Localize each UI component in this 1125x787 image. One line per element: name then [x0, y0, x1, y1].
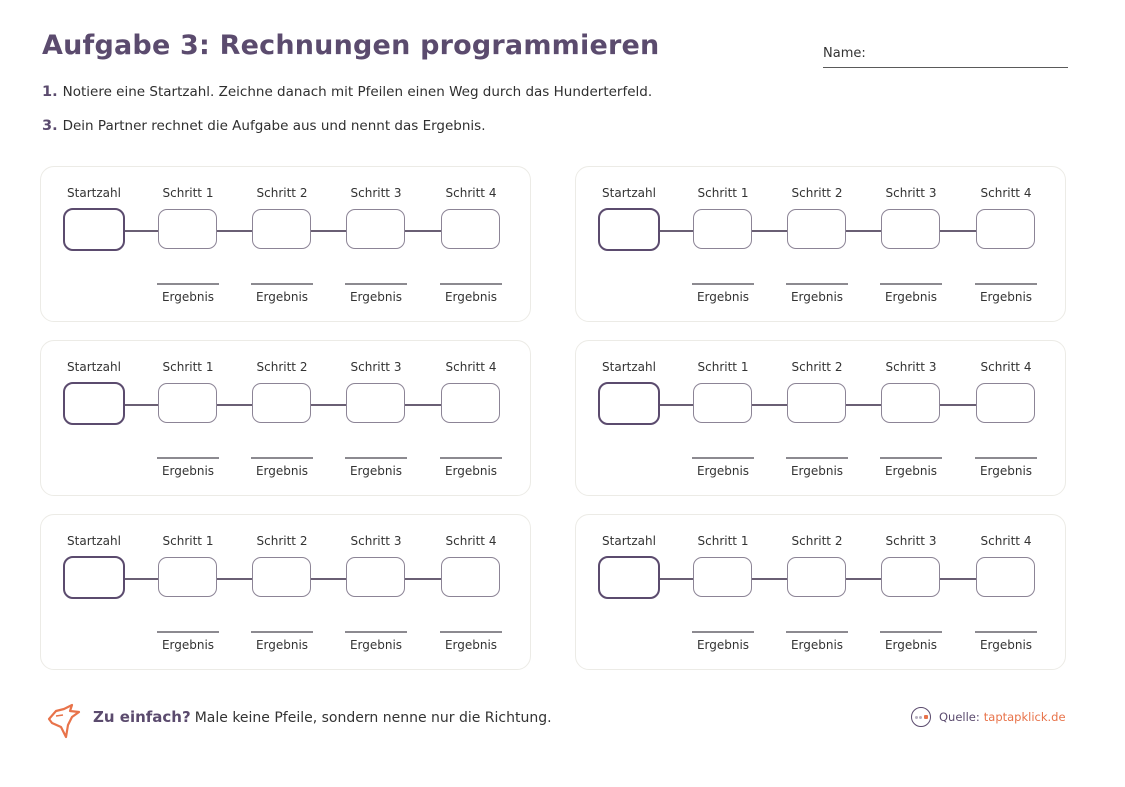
step-box[interactable]	[881, 209, 940, 249]
result-line[interactable]	[880, 283, 942, 285]
step-box[interactable]	[881, 557, 940, 597]
connector-line	[125, 404, 158, 406]
step-box[interactable]	[787, 209, 846, 249]
step-box[interactable]	[346, 383, 405, 423]
step-box[interactable]	[252, 209, 311, 249]
step-label: Schritt 3	[885, 186, 937, 200]
start-label: Startzahl	[602, 534, 656, 548]
start-number-box[interactable]	[63, 382, 125, 425]
start-label: Startzahl	[67, 360, 121, 374]
result-label: Ergebnis	[255, 290, 309, 304]
result-label: Ergebnis	[884, 638, 938, 652]
result-label: Ergebnis	[255, 638, 309, 652]
step-box[interactable]	[787, 383, 846, 423]
result-label: Ergebnis	[979, 464, 1033, 478]
instruction-number: 1.	[42, 84, 58, 100]
result-line[interactable]	[975, 283, 1037, 285]
connector-line	[660, 578, 693, 580]
connector-line	[405, 578, 441, 580]
step-box[interactable]	[976, 209, 1035, 249]
start-label: Startzahl	[602, 186, 656, 200]
result-line[interactable]	[692, 631, 754, 633]
connector-line	[311, 230, 346, 232]
result-label: Ergebnis	[255, 464, 309, 478]
step-box[interactable]	[441, 383, 500, 423]
result-line[interactable]	[975, 631, 1037, 633]
step-label: Schritt 1	[162, 360, 214, 374]
step-label: Schritt 2	[791, 360, 843, 374]
start-number-box[interactable]	[63, 556, 125, 599]
instruction-number: 3.	[42, 118, 58, 134]
instruction-1	[42, 84, 652, 100]
step-label: Schritt 1	[162, 534, 214, 548]
step-label: Schritt 4	[980, 186, 1032, 200]
result-line[interactable]	[440, 457, 502, 459]
result-label: Ergebnis	[884, 464, 938, 478]
instruction-3	[42, 118, 486, 134]
result-line[interactable]	[251, 457, 313, 459]
result-line[interactable]	[251, 283, 313, 285]
result-label: Ergebnis	[884, 290, 938, 304]
step-box[interactable]	[976, 557, 1035, 597]
connector-line	[405, 230, 441, 232]
exercise-card	[575, 166, 1066, 322]
step-label: Schritt 4	[980, 360, 1032, 374]
taptapklick-logo-icon	[911, 707, 931, 727]
step-label: Schritt 4	[445, 186, 497, 200]
connector-line	[940, 578, 976, 580]
result-label: Ergebnis	[444, 290, 498, 304]
start-label: Startzahl	[67, 534, 121, 548]
step-label: Schritt 3	[350, 186, 402, 200]
result-label: Ergebnis	[444, 464, 498, 478]
step-label: Schritt 2	[791, 186, 843, 200]
connector-line	[217, 404, 252, 406]
connector-line	[405, 404, 441, 406]
step-label: Schritt 4	[445, 360, 497, 374]
step-box[interactable]	[441, 557, 500, 597]
result-line[interactable]	[975, 457, 1037, 459]
name-label: Name:	[823, 46, 866, 61]
result-line[interactable]	[251, 631, 313, 633]
step-box[interactable]	[693, 209, 752, 249]
result-line[interactable]	[786, 631, 848, 633]
exercise-card	[575, 340, 1066, 496]
source-link[interactable]: taptapklick.de	[983, 710, 1066, 724]
result-label: Ergebnis	[349, 290, 403, 304]
result-label: Ergebnis	[790, 290, 844, 304]
step-box[interactable]	[158, 557, 217, 597]
start-number-box[interactable]	[63, 208, 125, 251]
step-label: Schritt 2	[256, 360, 308, 374]
step-box[interactable]	[252, 383, 311, 423]
step-box[interactable]	[787, 557, 846, 597]
connector-line	[660, 404, 693, 406]
result-label: Ergebnis	[161, 290, 215, 304]
connector-line	[125, 230, 158, 232]
start-number-box[interactable]	[598, 382, 660, 425]
result-line[interactable]	[345, 631, 407, 633]
connector-line	[846, 404, 881, 406]
tip-body: Male keine Pfeile, sondern nenne nur die Richtung.	[194, 710, 552, 726]
result-line[interactable]	[786, 457, 848, 459]
exercise-card	[40, 166, 531, 322]
exercise-card	[40, 340, 531, 496]
step-box[interactable]	[158, 209, 217, 249]
start-label: Startzahl	[67, 186, 121, 200]
connector-line	[940, 404, 976, 406]
eagle-icon	[46, 703, 82, 741]
instruction-text: Dein Partner rechnet die Aufgabe aus und nennt das Ergebnis.	[62, 118, 486, 134]
step-label: Schritt 2	[256, 534, 308, 548]
exercise-card	[40, 514, 531, 670]
result-label: Ergebnis	[696, 464, 750, 478]
result-label: Ergebnis	[979, 290, 1033, 304]
result-line[interactable]	[440, 631, 502, 633]
source-label: Quelle:	[939, 710, 980, 724]
step-box[interactable]	[346, 209, 405, 249]
connector-line	[846, 578, 881, 580]
step-label: Schritt 4	[980, 534, 1032, 548]
step-box[interactable]	[346, 557, 405, 597]
source-credit	[911, 707, 1066, 727]
step-label: Schritt 2	[791, 534, 843, 548]
result-label: Ergebnis	[979, 638, 1033, 652]
result-label: Ergebnis	[790, 638, 844, 652]
result-label: Ergebnis	[349, 638, 403, 652]
exercise-card	[575, 514, 1066, 670]
start-number-box[interactable]	[598, 208, 660, 251]
connector-line	[752, 230, 787, 232]
result-label: Ergebnis	[161, 464, 215, 478]
step-label: Schritt 3	[350, 534, 402, 548]
result-line[interactable]	[692, 283, 754, 285]
step-label: Schritt 1	[697, 534, 749, 548]
result-label: Ergebnis	[790, 464, 844, 478]
step-box[interactable]	[976, 383, 1035, 423]
result-line[interactable]	[440, 283, 502, 285]
result-label: Ergebnis	[696, 638, 750, 652]
result-line[interactable]	[345, 283, 407, 285]
result-line[interactable]	[786, 283, 848, 285]
step-label: Schritt 1	[697, 186, 749, 200]
result-label: Ergebnis	[349, 464, 403, 478]
connector-line	[660, 230, 693, 232]
result-label: Ergebnis	[696, 290, 750, 304]
step-label: Schritt 1	[697, 360, 749, 374]
step-box[interactable]	[158, 383, 217, 423]
connector-line	[217, 578, 252, 580]
step-label: Schritt 3	[350, 360, 402, 374]
result-label: Ergebnis	[161, 638, 215, 652]
result-line[interactable]	[692, 457, 754, 459]
page-title: Aufgabe 3: Rechnungen programmieren	[42, 30, 660, 61]
result-line[interactable]	[157, 457, 219, 459]
result-label: Ergebnis	[444, 638, 498, 652]
step-label: Schritt 2	[256, 186, 308, 200]
step-label: Schritt 3	[885, 534, 937, 548]
result-line[interactable]	[157, 631, 219, 633]
step-box[interactable]	[252, 557, 311, 597]
name-field[interactable]	[823, 42, 1068, 68]
connector-line	[846, 230, 881, 232]
start-label: Startzahl	[602, 360, 656, 374]
result-line[interactable]	[157, 283, 219, 285]
tip-heading: Zu einfach?	[93, 708, 191, 726]
connector-line	[125, 578, 158, 580]
result-line[interactable]	[880, 457, 942, 459]
step-box[interactable]	[693, 383, 752, 423]
connector-line	[752, 578, 787, 580]
connector-line	[940, 230, 976, 232]
tip-text	[93, 708, 552, 726]
step-box[interactable]	[441, 209, 500, 249]
step-box[interactable]	[881, 383, 940, 423]
step-box[interactable]	[693, 557, 752, 597]
connector-line	[311, 404, 346, 406]
result-line[interactable]	[880, 631, 942, 633]
instruction-text: Notiere eine Startzahl. Zeichne danach mit Pfeilen einen Weg durch das Hunderterfeld.	[62, 84, 653, 100]
start-number-box[interactable]	[598, 556, 660, 599]
step-label: Schritt 4	[445, 534, 497, 548]
step-label: Schritt 3	[885, 360, 937, 374]
step-label: Schritt 1	[162, 186, 214, 200]
connector-line	[752, 404, 787, 406]
result-line[interactable]	[345, 457, 407, 459]
connector-line	[217, 230, 252, 232]
connector-line	[311, 578, 346, 580]
